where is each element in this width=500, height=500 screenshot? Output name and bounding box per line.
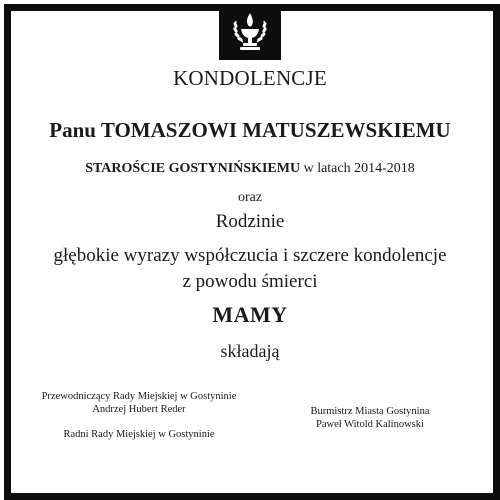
emblem-tab	[219, 4, 281, 60]
office-line	[0, 161, 500, 177]
conjunction-text: oraz	[237, 190, 263, 205]
recipient-prefix: Panu	[49, 118, 96, 142]
recipient-name: TOMASZOWI MATUSZEWSKIEMU	[100, 118, 451, 142]
eternal-flame-lamp-icon	[226, 9, 274, 55]
office-term: w latach 2014-2018	[303, 161, 415, 176]
condolence-line-2: z powodu śmierci	[182, 271, 318, 292]
left-signatory-name: Andrzej Hubert Reder	[92, 404, 186, 415]
recipient-line	[0, 118, 500, 143]
office-title: STAROŚCIE GOSTYNIŃSKIEMU	[85, 161, 301, 176]
condolence-line-1: głębokie wyrazy współczucia i szczere kondolencje	[53, 245, 447, 266]
left-council-signatory: Radni Rady Miejskiej w Gostyninie	[63, 429, 215, 440]
deceased-text: MAMY	[212, 302, 288, 327]
signoff-text: składają	[220, 341, 280, 361]
family-text: Rodzinie	[215, 211, 285, 232]
page-title: KONDOLENCJE	[173, 66, 327, 90]
right-signatory-role: Burmistrz Miasta Gostynina	[310, 406, 430, 417]
right-signatory-name: Paweł Witold Kalinowski	[316, 419, 424, 430]
left-signatory-role: Przewodniczący Rady Miejskiej w Gostyninie	[41, 391, 237, 402]
